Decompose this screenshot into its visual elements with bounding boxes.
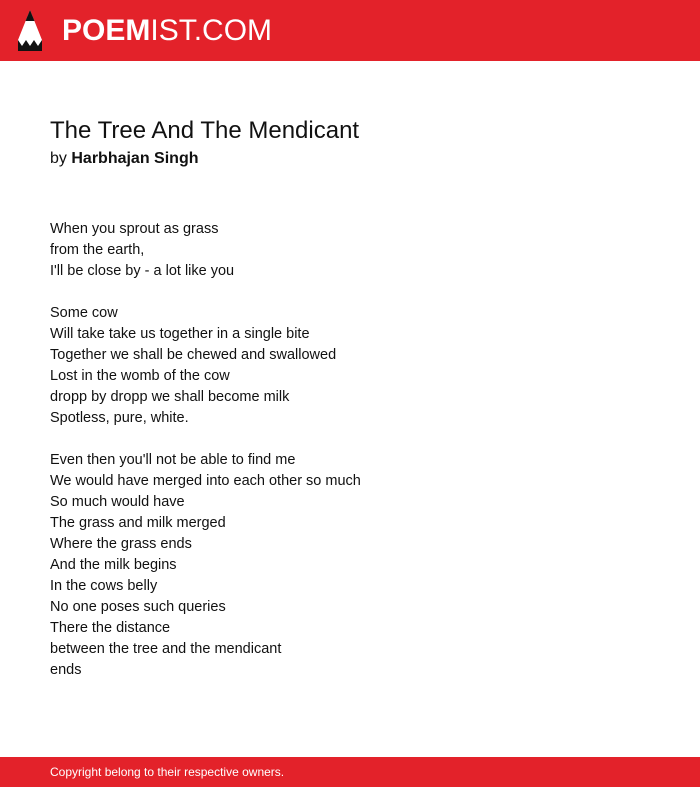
poem-line: When you sprout as grass bbox=[50, 221, 219, 237]
logo-text-bold: POEM bbox=[62, 14, 151, 47]
poem-stanza bbox=[50, 450, 650, 681]
poem-line: I'll be close by - a lot like you bbox=[50, 263, 235, 279]
poem-line: Lost in the womb of the cow bbox=[50, 368, 230, 384]
poem-line: dropp by dropp we shall become milk bbox=[50, 389, 290, 405]
pencil-icon[interactable] bbox=[18, 10, 42, 52]
copyright-notice: Copyright belong to their respective owners. bbox=[50, 765, 285, 779]
poem-line: There the distance bbox=[50, 620, 171, 636]
poem-line: And the milk begins bbox=[50, 557, 177, 573]
poem-line: Where the grass ends bbox=[50, 536, 192, 552]
poem-line: We would have merged into each other so much bbox=[50, 473, 361, 489]
logo-text-light: IST.COM bbox=[150, 14, 273, 47]
site-logo[interactable] bbox=[62, 12, 272, 50]
poem-title: The Tree And The Mendicant bbox=[50, 117, 360, 144]
poem-line: between the tree and the mendicant bbox=[50, 641, 282, 657]
poem-author: Harbhajan Singh bbox=[71, 150, 199, 167]
by-label: by bbox=[50, 150, 67, 167]
poem-line: Will take take us together in a single bite bbox=[50, 326, 310, 342]
poem-line: No one poses such queries bbox=[50, 599, 226, 615]
poem-byline bbox=[50, 148, 198, 170]
poem-line: Together we shall be chewed and swallowed bbox=[50, 347, 337, 363]
site-footer bbox=[0, 757, 700, 787]
poem-line: In the cows belly bbox=[50, 578, 158, 594]
poem-stanza bbox=[50, 303, 650, 429]
poem-line: The grass and milk merged bbox=[50, 515, 226, 531]
poem-line: So much would have bbox=[50, 494, 185, 510]
site-header bbox=[0, 0, 700, 61]
poem-line: from the earth, bbox=[50, 242, 145, 258]
poem-stanza bbox=[50, 219, 650, 282]
poem-line: Some cow bbox=[50, 305, 118, 321]
poem-line: ends bbox=[50, 662, 82, 678]
poem-line: Spotless, pure, white. bbox=[50, 410, 189, 426]
poem-line: Even then you'll not be able to find me bbox=[50, 452, 296, 468]
poem-body bbox=[50, 219, 650, 702]
